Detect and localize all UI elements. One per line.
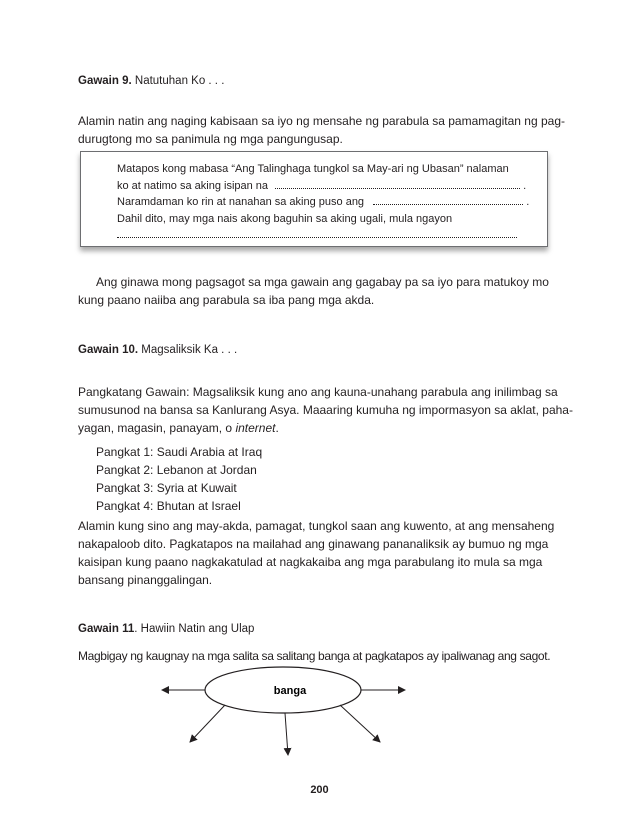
closing-line: bansang pinanggalingan. xyxy=(78,573,213,587)
page-number: 200 xyxy=(310,784,329,796)
gawain9-heading xyxy=(78,75,224,87)
box-line-2: ko at natimo sa aking isipan na xyxy=(117,179,269,192)
box-line-4: Dahil dito, may mga nais akong baguhin sa aking ugali, mula ngayon xyxy=(117,212,453,225)
gawain11-instruction-line: Magbigay ng kaugnay na mga salita sa salitang banga at pagkatapos ay ipaliwanag ang sagot. xyxy=(78,649,551,663)
arrow-bottom xyxy=(285,713,288,755)
gawain9-title: Natutuhan Ko . . . xyxy=(134,75,225,87)
gawain10-heading xyxy=(78,344,237,356)
gawain11-label: Gawain 11 xyxy=(78,623,135,635)
period-2: . xyxy=(526,196,530,208)
box-line-3: Naramdaman ko rin at nanahan sa aking puso ang xyxy=(117,196,365,208)
gawain9-label: Gawain 9. xyxy=(78,75,132,87)
sentence-completion-box xyxy=(80,151,548,247)
closing-line: nakapaloob dito. Pagkatapos na mailahad ang ginawang pananaliksik ay bumuo ng mga xyxy=(78,537,549,551)
gawain11-title: . Hawiin Natin ang Ulap xyxy=(134,623,255,635)
gawain10-instruction-last-row xyxy=(78,419,562,437)
gawain10-label: Gawain 10. xyxy=(78,344,139,356)
arrow-bottom-right xyxy=(340,705,380,742)
box-line-1: Matapos kong mabasa “Ang Talinghaga tungkol sa May-ari ng Ubasan” nalaman xyxy=(117,163,509,175)
closing-line: Alamin kung sino ang may-akda, pamagat, tungkol saan ang kuwento, at ang mensaheng xyxy=(78,519,555,533)
closing-line: kaisipan kung paano nagkakatulad at nagkakaiba ang mga parabulang ito mula sa mga xyxy=(78,555,543,569)
gawain10-instruction-last: yagan, magasin, panayam, o xyxy=(78,421,233,435)
instruction-period: . xyxy=(275,421,279,435)
gawain9-followup xyxy=(78,273,562,309)
answer-blank-1[interactable] xyxy=(275,180,520,189)
arrow-bottom-left xyxy=(190,705,225,742)
group-list xyxy=(96,443,262,515)
gawain10-instruction-line: sumusunod na bansa sa Kanlurang Asya. Maaaring kumuha ng impormasyon sa aklat, paha- xyxy=(78,403,573,417)
followup-line: Ang ginawa mong pagsagot sa mga gawain ang gagabay pa sa iyo para matukoy mo xyxy=(96,275,549,289)
gawain10-instruction xyxy=(78,383,573,437)
box-line-2-row xyxy=(117,178,537,195)
word-web-diagram xyxy=(0,660,639,770)
followup-line: kung paano naiiba ang parabula sa iba pang mga akda. xyxy=(78,293,375,307)
gawain10-title: Magsaliksik Ka . . . xyxy=(141,344,238,356)
gawain10-closing xyxy=(78,517,562,589)
group-item: Pangkat 1: Saudi Arabia at Iraq xyxy=(96,445,263,459)
box-line-5-row xyxy=(117,227,537,244)
gawain10-instruction-line: Pangkatang Gawain: Magsaliksik kung ano ang kauna-unahang parabula ang inilimbag sa xyxy=(78,385,558,399)
group-item: Pangkat 2: Lebanon at Jordan xyxy=(96,463,257,477)
answer-blank-3[interactable] xyxy=(117,229,517,238)
answer-blank-2[interactable] xyxy=(373,196,523,205)
gawain9-instruction-line: Alamin natin ang naging kabisaan sa iyo ng mensahe ng parabula sa pamamagitan ng pag- xyxy=(78,114,565,128)
gawain9-instruction xyxy=(78,112,565,148)
group-item: Pangkat 3: Syria at Kuwait xyxy=(96,481,237,495)
box-line-3-row xyxy=(117,194,537,211)
group-item: Pangkat 4: Bhutan at Israel xyxy=(96,499,241,513)
center-word: banga xyxy=(273,685,307,697)
gawain11-heading xyxy=(78,623,254,635)
internet-word: internet xyxy=(235,421,276,435)
gawain9-instruction-line: durugtong mo sa panimula ng mga pangungusap. xyxy=(78,132,343,146)
period-1: . xyxy=(523,179,527,192)
